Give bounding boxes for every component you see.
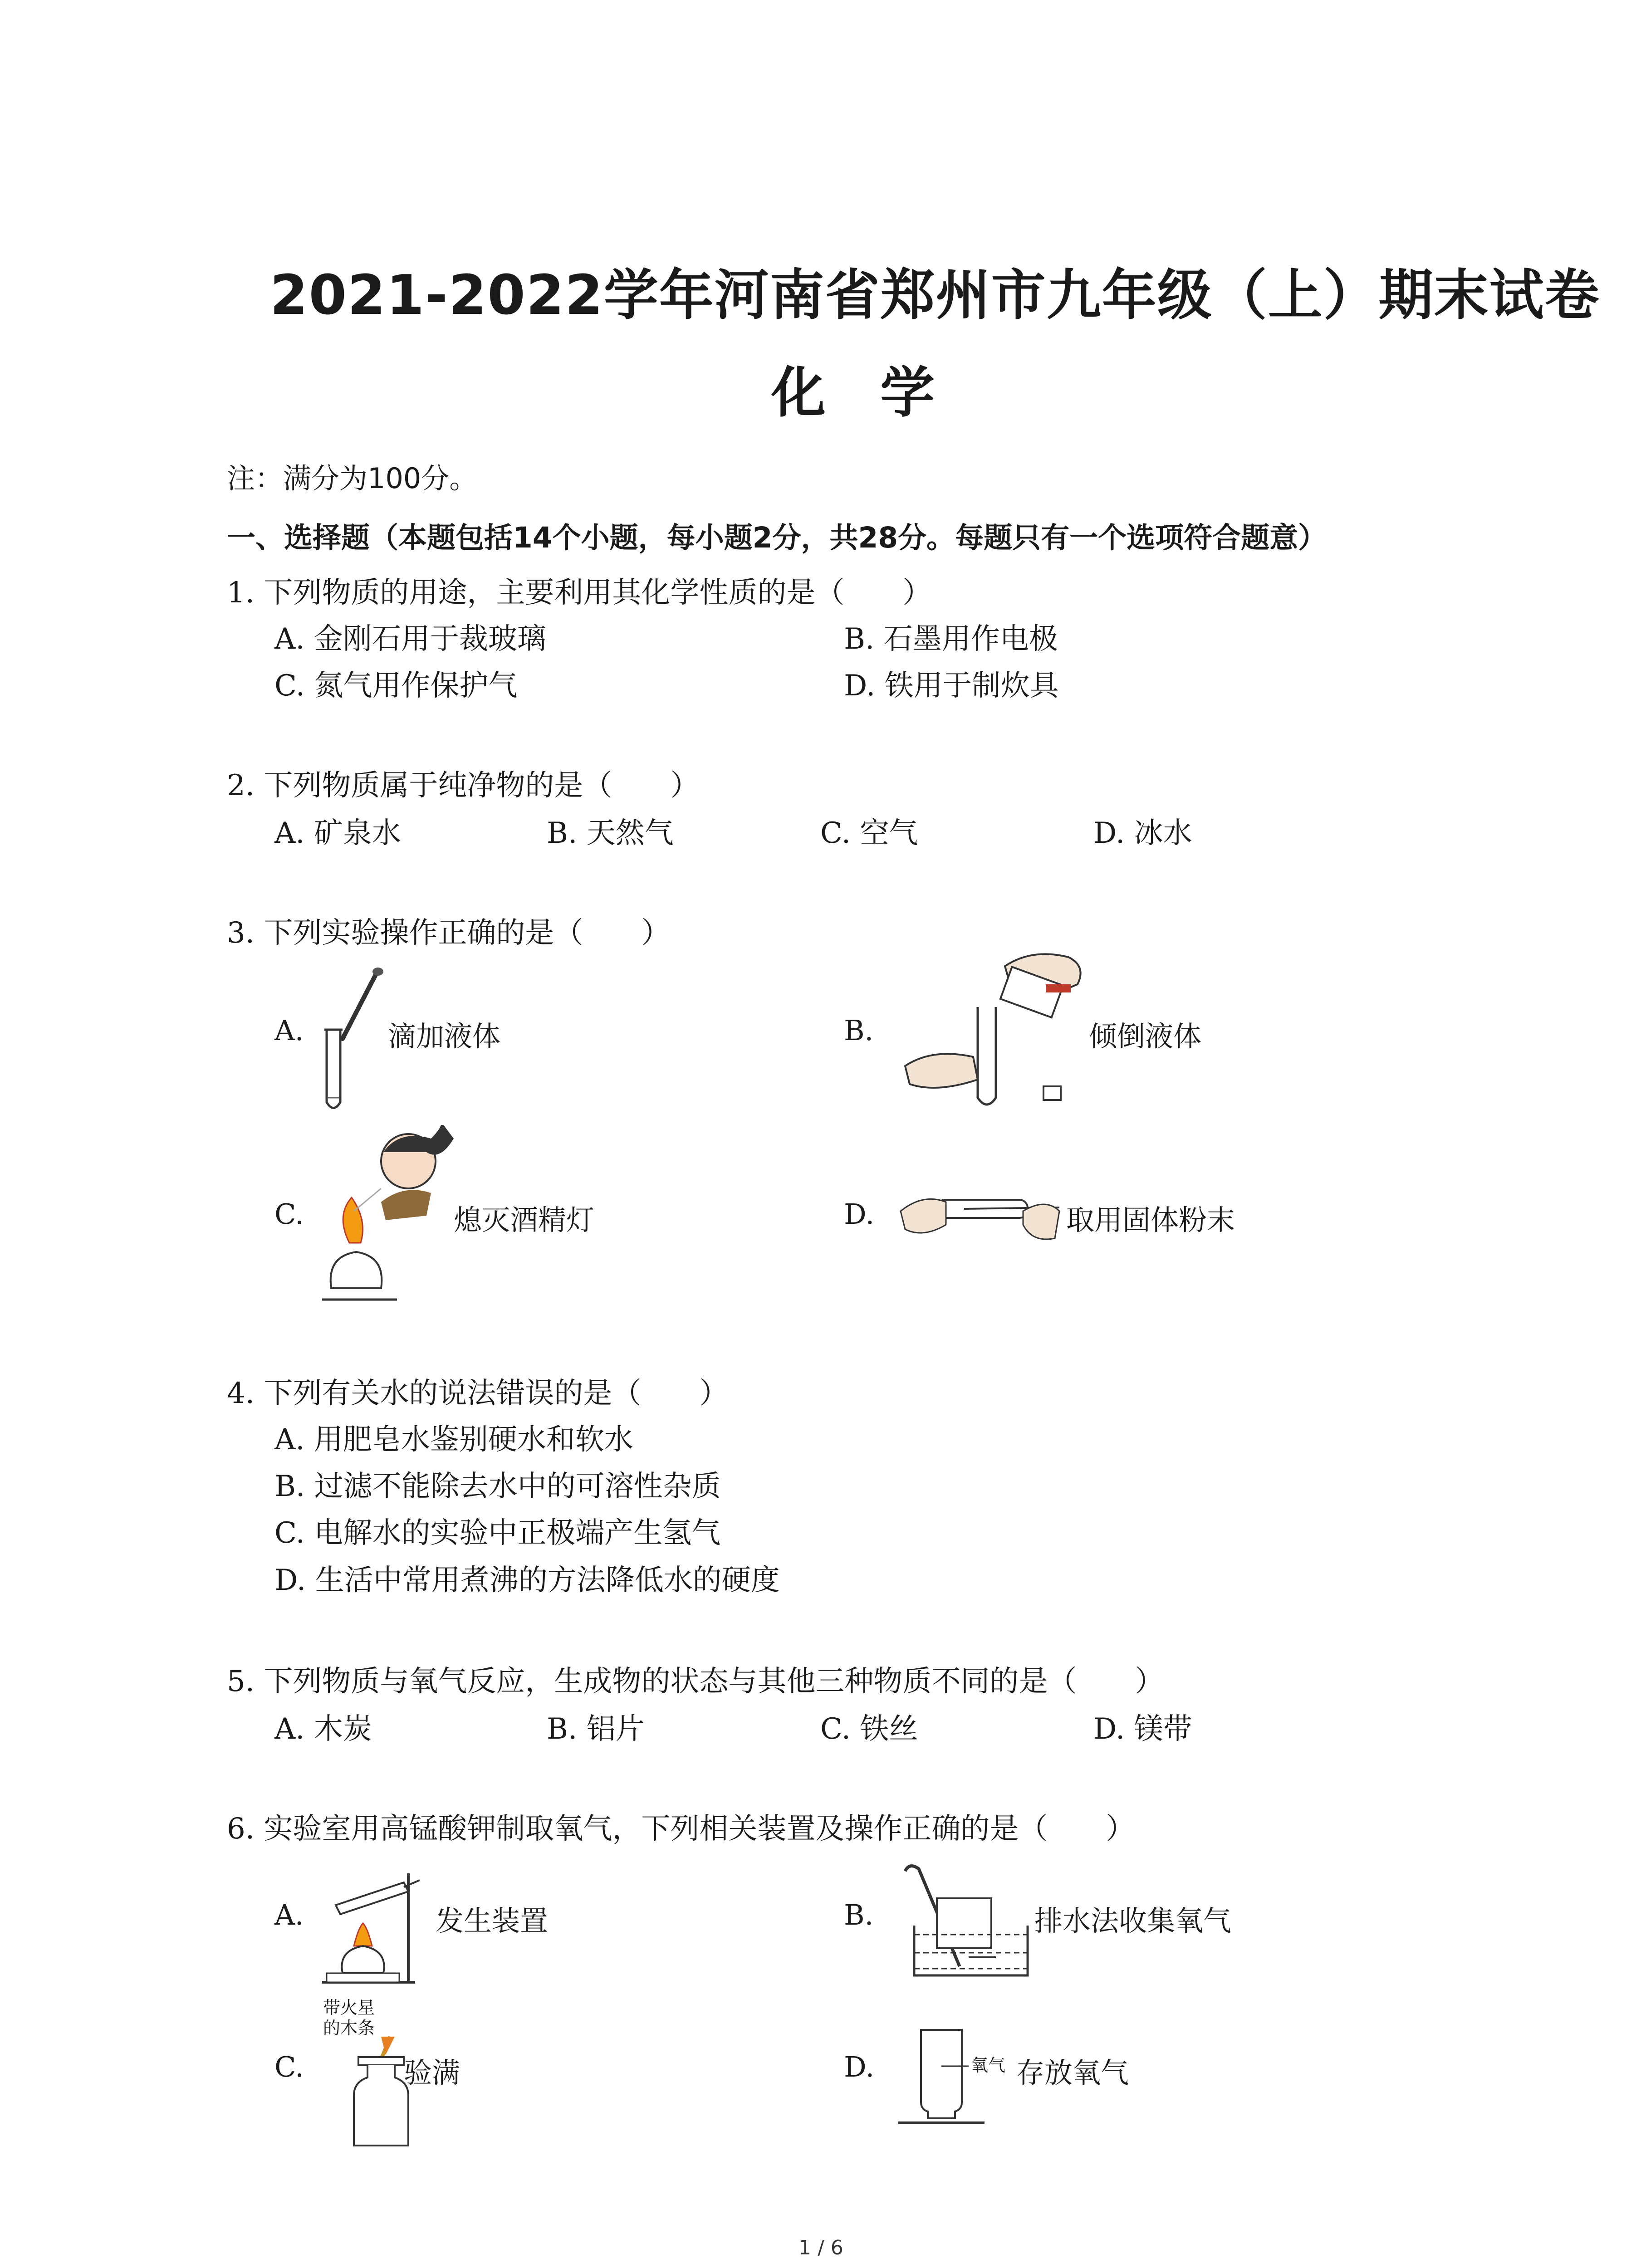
question-6-letter-d: D. <box>844 2050 875 2083</box>
question-3-letter-a: A. <box>274 1014 304 1047</box>
question-6-caption-c: 验满 <box>404 2056 460 2089</box>
question-6-caption-d: 存放氧气 <box>1016 2056 1129 2089</box>
subject-title: 化 学 <box>771 362 935 425</box>
question-6-letter-a: A. <box>274 1898 304 1931</box>
question-1-stem: 1. 下列物质的用途，主要利用其化学性质的是（ ） <box>227 576 932 610</box>
question-1-option-c: C. 氮气用作保护气 <box>274 669 518 703</box>
water-collection-figure <box>901 1862 1037 1989</box>
question-4-option-b: B. 过滤不能除去水中的可溶性杂质 <box>274 1470 721 1503</box>
question-3-caption-b: 倾倒液体 <box>1089 1020 1202 1053</box>
question-6-letter-b: B. <box>844 1898 874 1931</box>
question-1-option-d: D. 铁用于制炊具 <box>844 669 1059 703</box>
blowing-out-alcohol-lamp-figure <box>318 1125 458 1311</box>
page-number: 1 / 6 <box>798 2236 843 2259</box>
solid-powder-figure <box>896 1175 1064 1252</box>
question-2-option-c: C. 空气 <box>820 816 918 850</box>
generation-apparatus-figure <box>318 1855 422 1991</box>
question-5-stem: 5. 下列物质与氧气反应，生成物的状态与其他三种物质不同的是（ ） <box>227 1665 1164 1698</box>
dropper-test-tube-figure <box>313 966 395 1116</box>
question-6-letter-c: C. <box>274 2050 304 2083</box>
question-4-option-a: A. 用肥皂水鉴别硬水和软水 <box>274 1423 633 1457</box>
score-note: 注：满分为100分。 <box>227 462 478 495</box>
question-5-option-a: A. 木炭 <box>274 1712 372 1746</box>
question-3-stem: 3. 下列实验操作正确的是（ ） <box>227 916 671 950</box>
question-5-option-d: D. 镁带 <box>1093 1712 1192 1746</box>
question-3-letter-b: B. <box>844 1014 874 1047</box>
question-2-stem: 2. 下列物质属于纯净物的是（ ） <box>227 769 700 802</box>
question-3-caption-a: 滴加液体 <box>388 1020 501 1053</box>
oxygen-full-test-figure <box>345 2032 426 2150</box>
question-6-stem: 6. 实验室用高锰酸钾制取氧气，下列相关装置及操作正确的是（ ） <box>227 1812 1135 1846</box>
pouring-liquid-figure <box>896 948 1096 1120</box>
question-1-option-b: B. 石墨用作电极 <box>844 622 1058 656</box>
question-2-option-b: B. 天然气 <box>547 816 674 850</box>
oxygen-label: 氧气 <box>971 2055 1006 2075</box>
question-1-option-a: A. 金刚石用于裁玻璃 <box>274 622 546 656</box>
section-heading: 一、选择题（本题包括14个小题，每小题2分，共28分。每题只有一个选项符合题意） <box>227 521 1327 554</box>
question-6-caption-a: 发生装置 <box>436 1904 549 1937</box>
question-2-option-d: D. 冰水 <box>1093 816 1192 850</box>
question-6-caption-b: 排水法收集氧气 <box>1034 1904 1232 1937</box>
question-5-option-b: B. 铝片 <box>547 1712 645 1746</box>
question-3-caption-c: 熄灭酒精灯 <box>454 1203 595 1237</box>
question-4-option-c: C. 电解水的实验中正极端产生氢气 <box>274 1516 721 1550</box>
question-3-caption-d: 取用固体粉末 <box>1066 1203 1235 1237</box>
question-4-stem: 4. 下列有关水的说法错误的是（ ） <box>227 1377 729 1410</box>
glowing-stick-label-line-2: 的木条 <box>323 2018 375 2038</box>
question-3-letter-d: D. <box>844 1198 875 1231</box>
page-title: 2021-2022学年河南省郑州市九年级（上）期末试卷 <box>270 264 1600 327</box>
glowing-stick-label-line-1: 带火星 <box>323 1998 375 2018</box>
question-2-option-a: A. 矿泉水 <box>274 816 401 850</box>
question-3-letter-c: C. <box>274 1198 304 1231</box>
question-4-option-d: D. 生活中常用煮沸的方法降低水的硬度 <box>274 1564 780 1597</box>
question-5-option-c: C. 铁丝 <box>820 1712 918 1746</box>
